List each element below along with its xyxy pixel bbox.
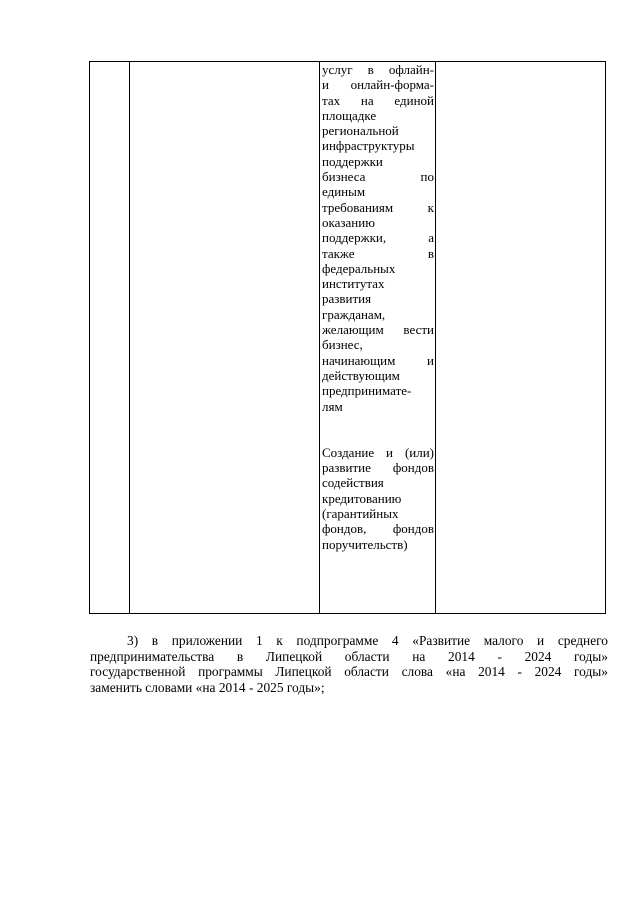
result-line: поддержки, а (322, 230, 434, 246)
result-line: и онлайн-форма- (322, 77, 434, 93)
result-line: (гарантийных (322, 506, 399, 522)
result-line: услуг в офлайн- (322, 62, 434, 77)
amendment-paragraph (90, 633, 608, 695)
result-line: также в (322, 245, 434, 261)
result-line: тах на единой (322, 92, 434, 108)
result-line: развития (322, 291, 372, 307)
result-line: бизнеса по (322, 169, 434, 185)
paragraph-line: 3) в приложении 1 к подпрограмме 4 «Развитие малого и среднего (127, 633, 608, 648)
result-line: бизнес, (322, 337, 363, 353)
result-line: фондов, фондов (322, 521, 434, 537)
result-line: площадке (322, 107, 377, 123)
table-cell-result (320, 62, 436, 614)
result-line: действующим (322, 367, 400, 383)
result-line: содействия (322, 475, 384, 491)
result-line: гражданам, (322, 306, 386, 322)
result-line: предпринимате- (322, 383, 412, 399)
result-line: инфраструктуры (322, 138, 415, 154)
table-cell-notes (436, 62, 606, 614)
result-line: начинающим и (322, 352, 434, 368)
table-cell-name (130, 62, 320, 614)
result-line: региональной (322, 123, 399, 139)
table-cell-number (90, 62, 130, 614)
result-text (320, 62, 435, 554)
result-line: кредитованию (322, 490, 402, 506)
paragraph-line: предпринимательства в Липецкой области на 2014 - 2024 годы» (90, 648, 608, 664)
result-line: оказанию (322, 214, 375, 230)
result-line: желающим вести (322, 322, 434, 338)
result-line: институтах (322, 276, 385, 292)
table-row (90, 62, 606, 614)
paragraph-line: государственной программы Липецкой области слова «на 2014 - 2024 годы» (90, 664, 608, 679)
result-line: единым (322, 184, 366, 200)
paragraph-line: заменить словами «на 2014 - 2025 годы»; (90, 679, 325, 695)
result-line: федеральных (322, 260, 396, 276)
program-table (89, 61, 606, 614)
result-line: лям (322, 398, 343, 414)
result-line: требованиям к (322, 199, 434, 215)
result-line: поддержки (322, 153, 383, 169)
result-line: Создание и (или) (322, 444, 434, 460)
result-line: поручительств) (322, 536, 408, 552)
result-line: развитие фондов (322, 460, 434, 476)
